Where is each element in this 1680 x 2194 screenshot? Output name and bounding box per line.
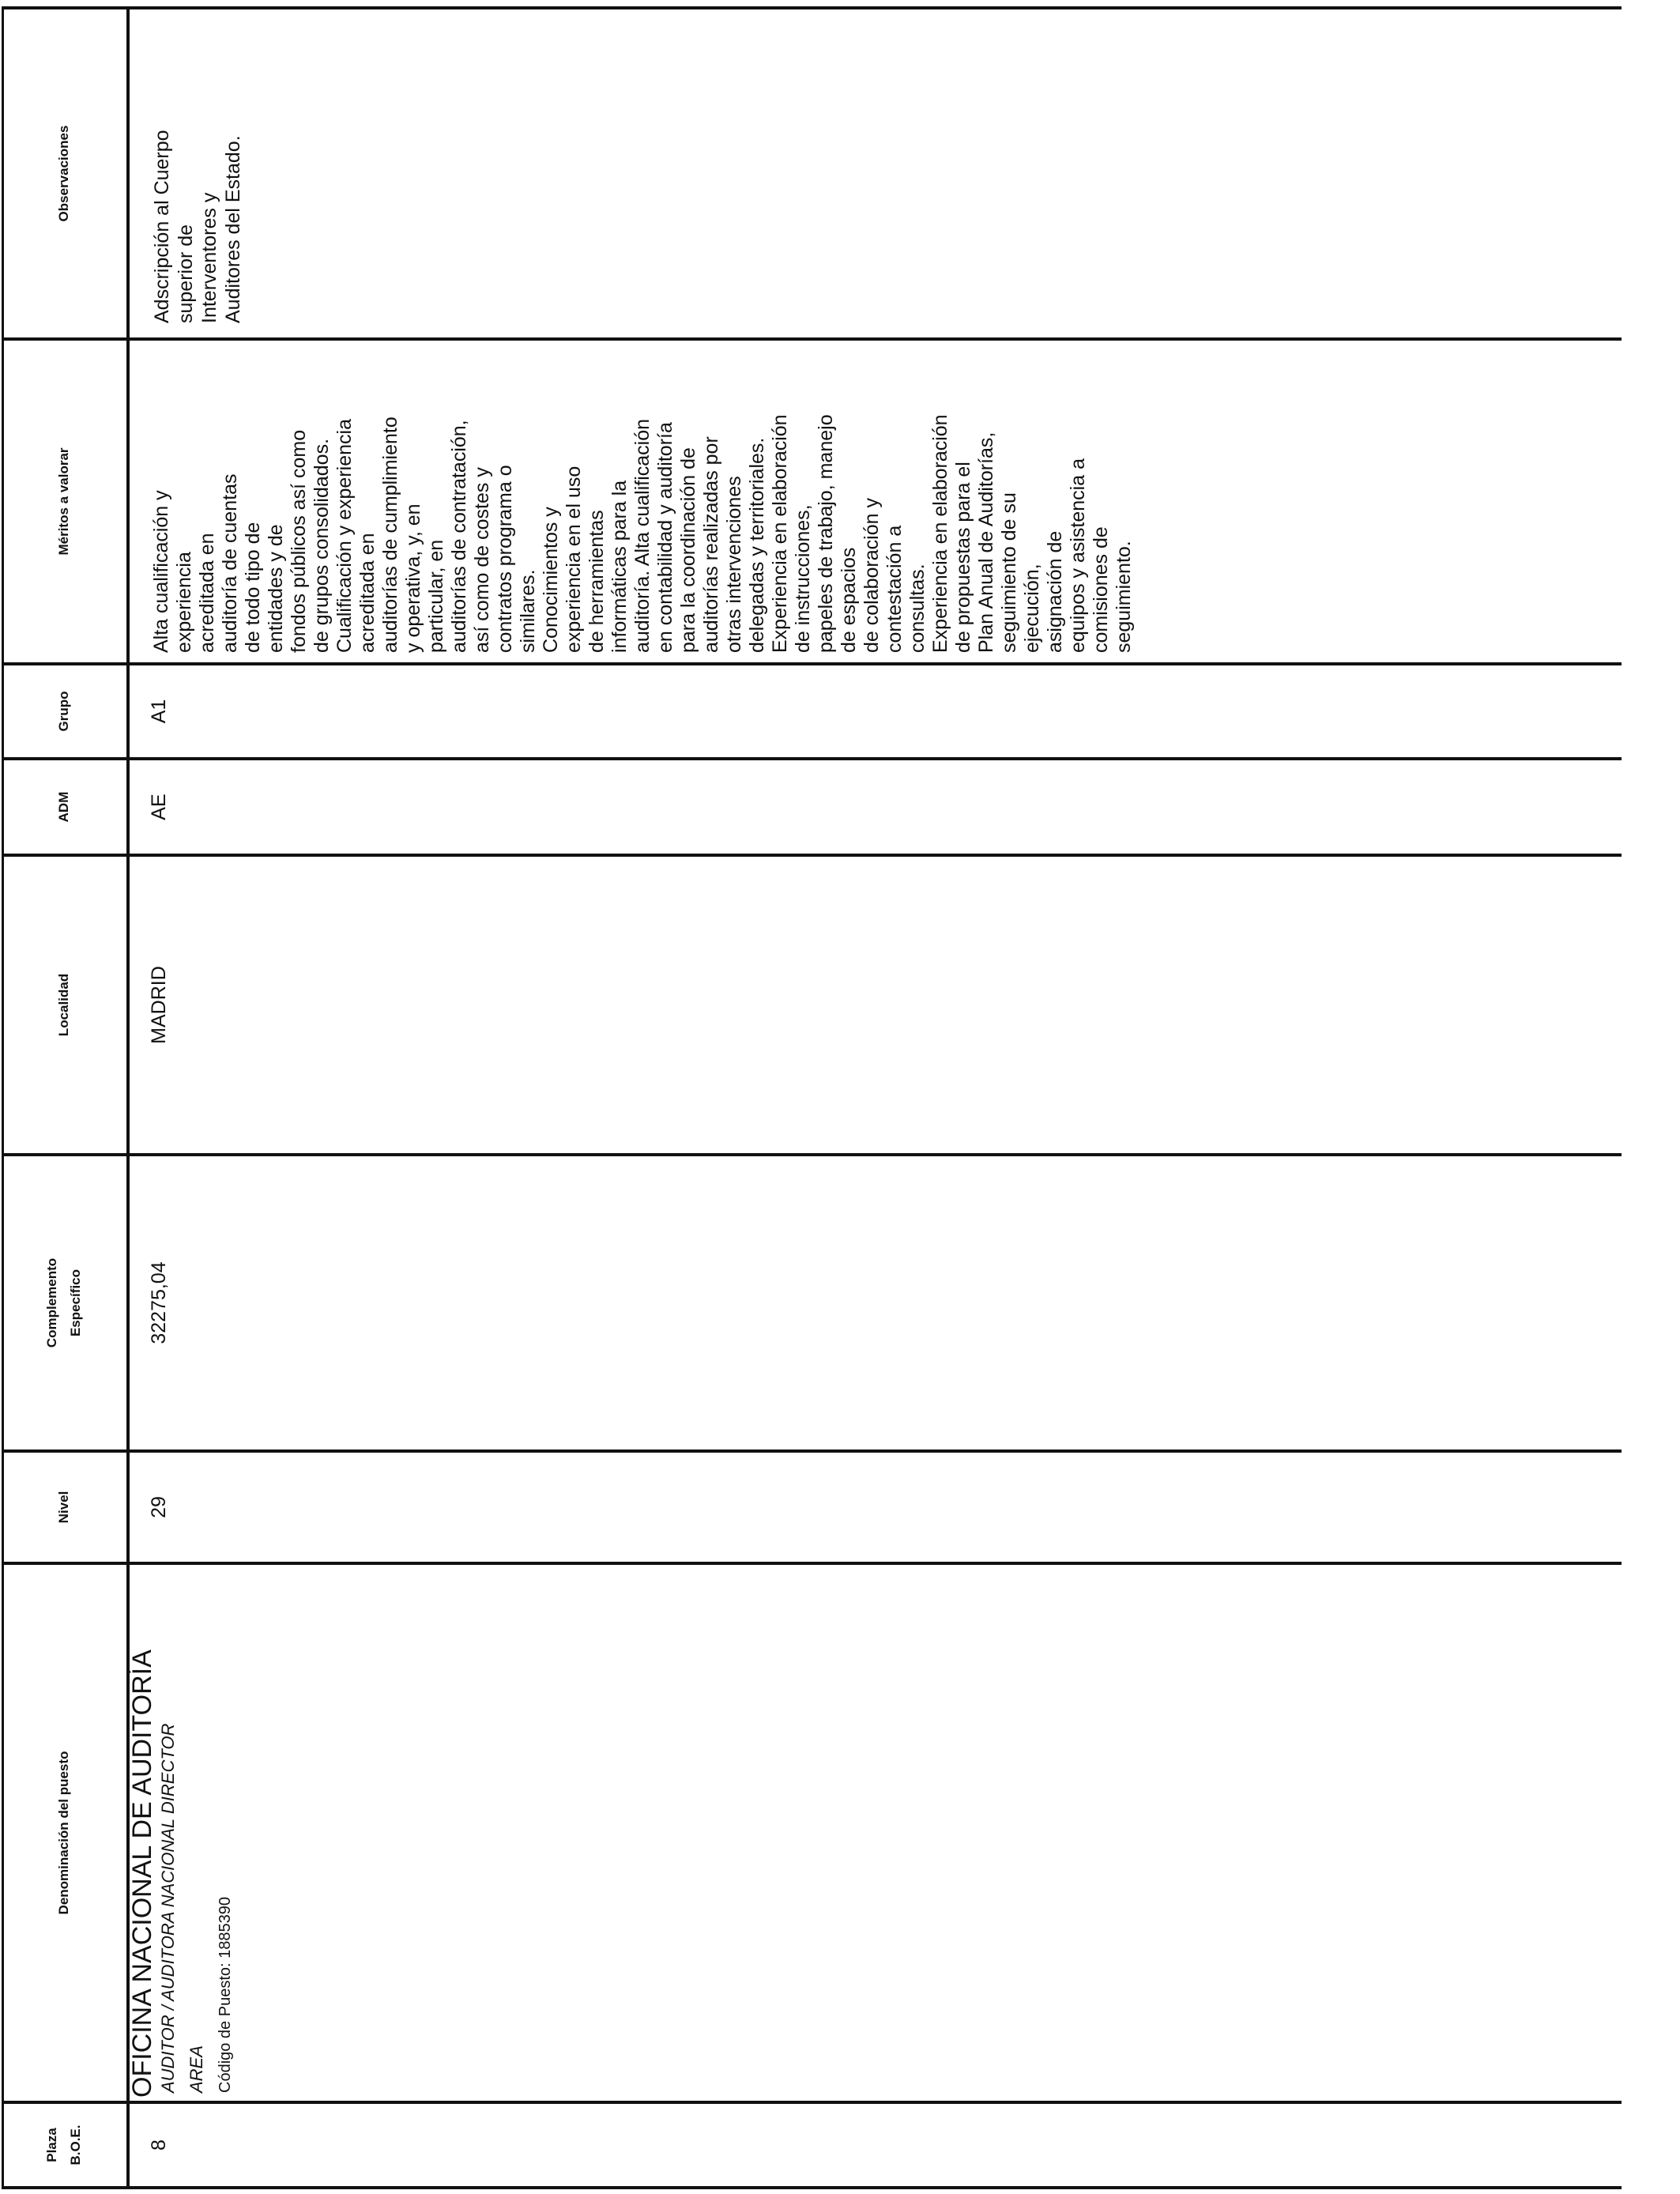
observation-line: Auditores del Estado. bbox=[222, 135, 244, 323]
job-title-line1: AUDITOR / AUDITORA NACIONAL DIRECTOR bbox=[158, 1723, 178, 2093]
merit-line: de herramientas bbox=[586, 510, 608, 653]
nivel-value: 29 bbox=[148, 1496, 170, 1518]
merit-line: equipos y asistencia a bbox=[1067, 458, 1089, 653]
unit-name: OFICINA NACIONAL DE AUDITORÍA bbox=[127, 1649, 157, 2098]
cell-complemento bbox=[147, 1156, 171, 1449]
localidad-value: MADRID bbox=[148, 966, 170, 1044]
merit-line: auditorías de contratación, bbox=[448, 420, 470, 653]
cell-localidad bbox=[147, 857, 171, 1153]
merit-line: consultas. bbox=[906, 564, 929, 653]
divider-grupo-meritos bbox=[2, 662, 1622, 665]
header-grupo-label: Grupo bbox=[56, 691, 71, 732]
divider-adm-grupo bbox=[2, 757, 1622, 760]
merit-line: experiencia en el uso bbox=[563, 466, 585, 653]
divider-localidad-adm bbox=[2, 854, 1622, 857]
merit-line: de propuestas para el bbox=[952, 462, 974, 653]
merit-line: Cualificación y experiencia bbox=[333, 419, 356, 653]
complemento-value: 32275,04 bbox=[148, 1261, 170, 1344]
header-nivel bbox=[2, 1453, 126, 1562]
divider-complemento-localidad bbox=[2, 1153, 1622, 1156]
job-code: Código de Puesto: 1885390 bbox=[217, 1897, 234, 2093]
cell-denominacion bbox=[128, 1562, 237, 2101]
header-nivel-label: Nivel bbox=[56, 1491, 71, 1524]
header-meritos bbox=[2, 341, 126, 662]
divider-nivel-complemento bbox=[2, 1449, 1622, 1453]
merit-line: auditoría de cuentas bbox=[219, 473, 241, 653]
observation-line: superior de bbox=[175, 224, 197, 323]
header-meritos-label: Méritos a valorar bbox=[56, 447, 71, 556]
merit-line: de instrucciones, bbox=[792, 504, 814, 653]
merit-line: auditoría. Alta cualificación bbox=[631, 418, 654, 653]
adm-value: AE bbox=[148, 794, 170, 820]
cell-plaza bbox=[147, 2104, 171, 2186]
merit-line: de espacios bbox=[838, 547, 860, 653]
merit-line: de todo tipo de bbox=[242, 522, 264, 653]
merit-line: auditorías de cumplimiento bbox=[379, 417, 401, 653]
merit-line: de grupos consolidados. bbox=[311, 438, 333, 653]
merit-line: similares. bbox=[517, 569, 539, 653]
header-complemento-line1: Complemento bbox=[44, 1257, 59, 1348]
merit-line: comisiones de bbox=[1090, 526, 1112, 653]
job-title-line2: AREA bbox=[186, 2045, 206, 2093]
merit-line: Conocimientos y bbox=[540, 507, 562, 653]
header-denominacion bbox=[2, 1565, 126, 2101]
merit-line: para la coordinación de bbox=[677, 447, 699, 653]
merit-line: seguimiento. bbox=[1113, 541, 1135, 653]
merit-line: entidades y de bbox=[265, 524, 287, 653]
merit-line: así como de costes y bbox=[471, 467, 493, 653]
observation-line: Interventores y bbox=[198, 192, 220, 323]
cell-observaciones bbox=[150, 0, 245, 337]
header-localidad bbox=[2, 857, 126, 1153]
merit-line: en contabilidad y auditoría bbox=[654, 422, 676, 653]
header-plaza-line1: Plaza bbox=[44, 2128, 59, 2162]
merit-line: Plan Anual de Auditorías, bbox=[975, 432, 997, 653]
plaza-value: 8 bbox=[148, 2139, 170, 2151]
merit-line: Experiencia en elaboración bbox=[769, 414, 791, 653]
merit-line: contestación a bbox=[883, 525, 906, 653]
grupo-value: A1 bbox=[148, 699, 170, 724]
divider-plaza-denominacion bbox=[2, 2101, 1622, 2104]
header-grupo bbox=[2, 665, 126, 757]
merit-line: seguimiento de su bbox=[998, 492, 1020, 653]
merit-line: papeles de trabajo, manejo bbox=[815, 414, 837, 653]
cell-grupo bbox=[147, 665, 171, 757]
divider-denominacion-nivel bbox=[2, 1562, 1622, 1565]
merit-line: y operativa, y, en bbox=[402, 503, 424, 653]
merit-line: delegadas y territoriales. bbox=[746, 437, 768, 653]
merit-line: ejecución, bbox=[1021, 564, 1043, 653]
header-observaciones bbox=[2, 9, 126, 337]
header-observaciones-label: Observaciones bbox=[56, 125, 71, 222]
header-denominacion-label: Denominación del puesto bbox=[56, 1751, 71, 1915]
merit-line: auditorías realizadas por bbox=[700, 436, 722, 653]
merit-line: experiencia bbox=[173, 552, 195, 653]
header-plaza bbox=[2, 2104, 126, 2186]
cell-adm bbox=[147, 760, 171, 854]
merit-line: Alta cualificación y bbox=[150, 490, 172, 653]
merit-line: asignación de bbox=[1044, 530, 1066, 653]
rotated-table-page bbox=[2, 6, 1622, 2189]
header-adm-label: ADM bbox=[56, 791, 71, 823]
merit-line: contratos programa o bbox=[494, 465, 516, 653]
merit-line: particular, en bbox=[425, 539, 447, 653]
merit-line: de colaboración y bbox=[861, 498, 883, 653]
observation-line: Adscripción al Cuerpo bbox=[151, 130, 173, 323]
cell-nivel bbox=[147, 1453, 171, 1562]
table-left-border bbox=[2, 2186, 1622, 2189]
merit-line: informáticas para la bbox=[608, 480, 631, 653]
header-complemento-line2: Específico bbox=[68, 1269, 83, 1337]
header-plaza-line2: B.O.E. bbox=[68, 2124, 83, 2166]
header-localidad-label: Localidad bbox=[56, 973, 71, 1037]
cell-meritos bbox=[150, 334, 1136, 659]
merit-line: acreditada en bbox=[196, 533, 218, 653]
merit-line: Experiencia en elaboración bbox=[929, 414, 951, 653]
header-adm bbox=[2, 760, 126, 854]
merit-line: otras intervenciones bbox=[723, 476, 745, 653]
merit-line: acreditada en bbox=[356, 533, 379, 653]
header-complemento bbox=[2, 1156, 126, 1449]
merit-line: fondos públicos así como bbox=[288, 429, 310, 653]
